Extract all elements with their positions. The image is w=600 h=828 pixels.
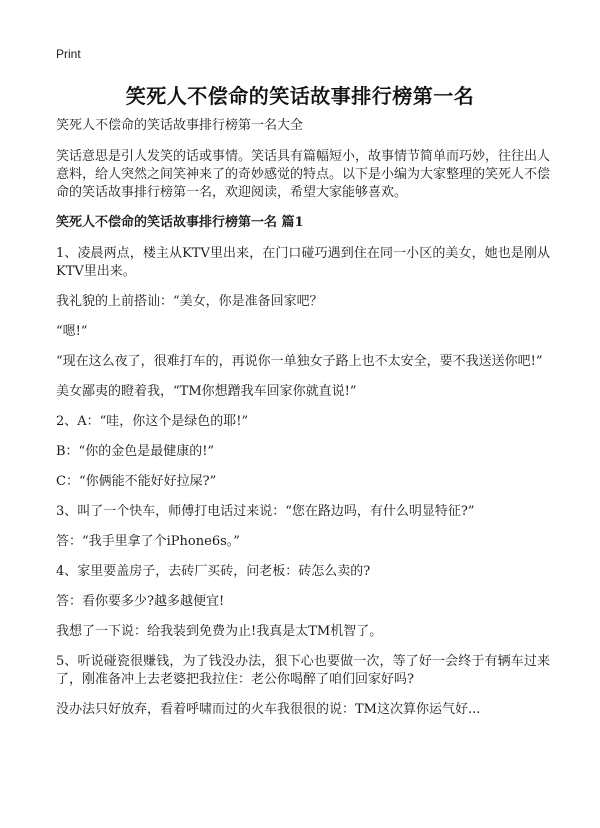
paragraph: 4、家里要盖房子，去砖厂买砖，问老板：砖怎么卖的? [56, 564, 371, 579]
paragraph: “现在这么夜了，很难打车的，再说你一单独女子路上也不太安全，要不我送送你吧!” [56, 354, 543, 369]
paragraph: “嗯!” [56, 324, 88, 339]
page-title: 笑死人不偿命的笑话故事排行榜第一名 [125, 84, 475, 108]
paragraph: 1、凌晨两点，楼主从KTV里出来，在门口碰巧遇到住在同一小区的美女，她也是刚从KTV里出来。 [56, 246, 550, 279]
intro-paragraph: 笑话意思是引人发笑的话或事情。笑话具有篇幅短小，故事情节简单而巧妙，往往出人意料，给人突然之间笑神来了的奇妙感觉的特点。以下是小编为大家整理的笑死人不偿命的笑话故事排行榜第一名，欢迎阅读，希望大家能够喜欢。 [56, 149, 551, 200]
paragraph: C：“你俩能不能好好拉屎?” [56, 474, 217, 489]
paragraph: 5、听说碰瓷很赚钱，为了钱没办法，狠下心也要做一次，等了好一会终于有辆车过来了，刚准备冲上去老婆把我拉住：老公你喝醉了咱们回家好吗? [56, 654, 550, 687]
paragraph: 没办法只好放弃，看着呼啸而过的火车我很很的说：TM这次算你运气好... [56, 702, 481, 717]
paragraph: 答：“我手里拿了个iPhone6s。” [56, 534, 240, 549]
paragraph: 我礼貌的上前搭讪：“美女，你是准备回家吧？ [56, 294, 323, 309]
paragraph: 2、A：“哇，你这个是绿色的耶!” [56, 414, 249, 429]
paragraph: B：“你的金色是最健康的!” [56, 444, 215, 459]
article-body [56, 117, 550, 731]
section-heading: 笑死人不偿命的笑话故事排行榜第一名 篇1 [56, 215, 304, 230]
paragraph: 我想了一下说：给我装到免费为止!我真是太TM机智了。 [56, 624, 383, 639]
paragraph: 答：看你要多少?越多越便宜! [56, 594, 225, 609]
paragraph: 3、叫了一个快车，师傅打电话过来说：“您在路边吗，有什么明显特征?” [56, 504, 475, 519]
print-link[interactable]: Print [56, 47, 81, 61]
article-subtitle: 笑死人不偿命的笑话故事排行榜第一名大全 [56, 118, 304, 133]
paragraph: 美女鄙夷的瞪着我，“TM你想蹭我车回家你就直说!” [56, 384, 357, 399]
